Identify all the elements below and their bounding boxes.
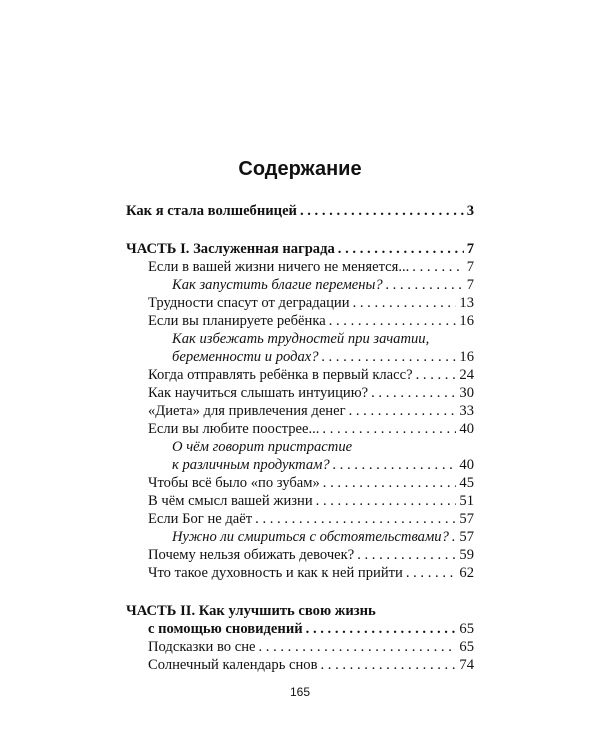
dot-leader xyxy=(338,240,464,258)
toc-entry-label: Солнечный календарь снов xyxy=(148,657,318,673)
toc-entry[interactable] xyxy=(148,366,474,384)
toc-entry-label: беременности и родах? xyxy=(172,349,319,365)
toc-page-number: 7 xyxy=(466,259,474,275)
toc-entry-label: Чтобы всё было «по зубам» xyxy=(148,475,320,491)
page-number: 165 xyxy=(289,685,311,699)
toc-entry-label: Если Бог не даёт xyxy=(148,511,253,527)
toc-entry-label: Почему нельзя обижать девочек? xyxy=(148,547,355,563)
toc-subentry-line1: О чём говорит пристрастие xyxy=(172,439,353,455)
toc-entry[interactable] xyxy=(148,474,474,492)
toc-entry[interactable] xyxy=(148,638,474,656)
dot-leader xyxy=(255,510,456,528)
toc-page-number: 62 xyxy=(459,565,474,581)
toc-subentry[interactable] xyxy=(172,348,474,366)
toc-entry[interactable] xyxy=(148,492,474,510)
dot-leader xyxy=(416,366,457,384)
toc-subentry[interactable] xyxy=(172,528,474,546)
dot-leader xyxy=(323,474,457,492)
dot-leader xyxy=(357,546,456,564)
toc-page-number: 16 xyxy=(459,313,474,329)
dot-leader xyxy=(306,620,457,638)
dot-leader xyxy=(258,638,456,656)
dot-leader xyxy=(322,420,456,438)
toc-page-number: 40 xyxy=(459,457,474,473)
toc-page-number: 57 xyxy=(459,511,474,527)
toc-page-number: 30 xyxy=(459,385,474,401)
toc-entry-intro[interactable] xyxy=(126,202,474,220)
toc-entry[interactable] xyxy=(148,656,474,674)
toc-page-number: 7 xyxy=(466,241,474,257)
toc-entry-label: с помощью сновидений xyxy=(148,621,303,637)
toc-page-number: 74 xyxy=(459,657,474,673)
toc-entry[interactable] xyxy=(148,402,474,420)
toc-entry[interactable] xyxy=(148,510,474,528)
toc-entry-label: Как я стала волшебницей xyxy=(126,203,297,219)
dot-leader xyxy=(316,492,457,510)
toc-page-number: 59 xyxy=(459,547,474,563)
toc-entry-part-2[interactable] xyxy=(148,620,474,638)
toc-entry-label: ЧАСТЬ I. Заслуженная награда xyxy=(126,241,335,257)
toc-page-number: 16 xyxy=(459,349,474,365)
toc-entry[interactable] xyxy=(148,564,474,582)
dot-leader xyxy=(322,348,457,366)
toc-entry-label: В чём смысл вашей жизни xyxy=(148,493,313,509)
dot-leader xyxy=(329,312,457,330)
toc-entry[interactable] xyxy=(148,294,474,312)
dot-leader xyxy=(349,402,457,420)
toc-subentry[interactable] xyxy=(172,276,474,294)
toc-entry[interactable] xyxy=(148,384,474,402)
toc-entry[interactable] xyxy=(148,258,474,276)
toc-entry-label: Как научиться слышать интуицию? xyxy=(148,385,369,401)
toc-entry-label: Как запустить благие перемены? xyxy=(172,277,383,293)
toc-page-number: 51 xyxy=(459,493,474,509)
dot-leader xyxy=(353,294,457,312)
page-title: Содержание xyxy=(238,158,362,180)
toc-page-number: 13 xyxy=(459,295,474,311)
dot-leader xyxy=(320,656,456,674)
toc-page-number: 40 xyxy=(459,421,474,437)
toc-entry-label: Трудности спасут от деградации xyxy=(148,295,350,311)
toc-entry-label: «Диета» для привлечения денег xyxy=(148,403,346,419)
toc-page-number: 65 xyxy=(459,621,474,637)
toc-entry-label: Если вы любите поострее... xyxy=(148,421,320,437)
dot-leader xyxy=(333,456,457,474)
toc-page-number: 24 xyxy=(459,367,474,383)
toc-entry[interactable] xyxy=(148,312,474,330)
toc-page-number: 33 xyxy=(459,403,474,419)
toc-entry-label: Если вы планируете ребёнка xyxy=(148,313,326,329)
dot-leader xyxy=(406,564,457,582)
toc-entry[interactable] xyxy=(148,546,474,564)
toc-entry-part-1[interactable] xyxy=(126,240,474,258)
toc-page-number: 57 xyxy=(459,529,474,545)
dot-leader xyxy=(371,384,456,402)
toc-subentry-line1: Как избежать трудностей при зачатии, xyxy=(172,331,430,347)
toc-part-2-line1: ЧАСТЬ II. Как улучшить свою жизнь xyxy=(126,603,376,619)
dot-leader xyxy=(412,258,463,276)
toc-entry-label: Подсказки во сне xyxy=(148,639,256,655)
toc-subentry[interactable] xyxy=(172,456,474,474)
toc-entry-label: Если в вашей жизни ничего не меняется... xyxy=(148,259,410,275)
toc-entry[interactable] xyxy=(148,420,474,438)
toc-page-number: 45 xyxy=(459,475,474,491)
toc-entry-label: Что такое духовность и как к ней прийти xyxy=(148,565,403,581)
dot-leader xyxy=(452,528,457,546)
toc-page-number: 65 xyxy=(459,639,474,655)
toc-entry-label: Нужно ли смириться с обстоятельствами? xyxy=(172,529,449,545)
toc-entry-label: к различным продуктам? xyxy=(172,457,330,473)
dot-leader xyxy=(386,276,464,294)
toc-page-number: 7 xyxy=(466,277,474,293)
toc-entry-label: Когда отправлять ребёнка в первый класс? xyxy=(148,367,413,383)
dot-leader xyxy=(300,202,464,220)
toc-page-number: 3 xyxy=(466,203,474,219)
